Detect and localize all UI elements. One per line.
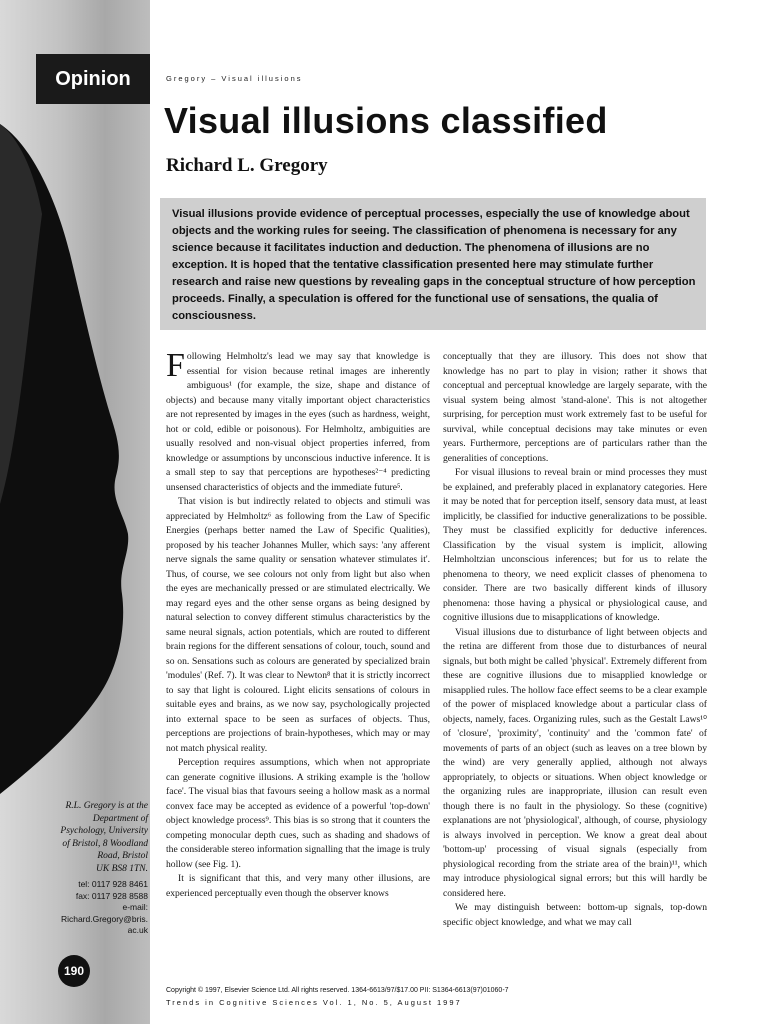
contact-email[interactable]: Richard.Gregory@bris. — [60, 913, 148, 924]
page-number-badge — [58, 955, 90, 987]
body-paragraph: It is significant that this, and very many other illusions, are experienced perceptually even though the observer knows — [166, 873, 430, 899]
abstract-box — [160, 198, 706, 330]
body-paragraph: Perception requires assumptions, which when not appropriate can generate cognitive illusions. A striking example is the 'hollow face'. The visual bias that favours seeing a hollow mask as a normal convex face may be accepted as evidence of a powerful 'top-down' object knowledge process⁹. This bias is so strong that it counters the competing monocular depth cues, such as shading and shadows of the considerable stereo information signalling that the image is truly hollow (see Fig. 1). — [166, 757, 430, 870]
contact-fax: fax: 0117 928 8588 — [75, 890, 148, 901]
journal-citation: Trends in Cognitive Sciences Vol. 1, No. 5, August 1997 — [166, 998, 462, 1007]
affiliation-line: R.L. Gregory is at the — [65, 801, 148, 811]
article-author: Richard L. Gregory — [166, 155, 328, 176]
contact-email-domain[interactable]: ac.uk — [127, 925, 148, 935]
body-paragraph: conceptually that they are illusory. This does not show that knowledge has no part to play in vision; rather it shows that conceptual and perceptual knowledge are largely separate, with the visual system being almost 'stand-alone'. This is not altogether surprising, for perception must work extremely fast to be useful for survival, while conceptual decisions may take minutes or even years. Furthermore, perceptions are of particulars rather than the generalities of conceptions. — [443, 351, 707, 464]
body-column-right — [443, 350, 707, 930]
abstract-text: Visual illusions provide evidence of perceptual processes, especially the use of knowledge about objects and the working rules for seeing. The classification of phenomena is necessary for any science because it facilitates induction and deduction. The phenomena of illusions are no exception. It is hoped that the tentative classification presented here may stimulate further research and raise new questions by revealing gaps in the conceptual structure of how perception proceeds. Finally, a speculation is offered for the functional use of sensations, the qualia of consciousness. — [172, 208, 696, 322]
body-paragraph: Visual illusions due to disturbance of light between objects and the retina are different from those due to disturbances of neural signals, but both might be called 'physical'. Extremely different from these are cognitive illusions due to misapplied knowledge or misapplied rules. The hollow face effect seems to be a clear example of the power of misplaced knowledge about a particular class of objects, namely, faces. Organizing rules, such as the Gestalt Laws¹⁰ of 'closure', 'proximity', 'continuity' and the 'common fate' of movements of parts of an object (such as leaves on a tree blown by the wind) are very generally applied, although not always appropriately, to objects or situations. When object knowledge or the organizing rules are inappropriate, illusion can result even though there is no fault in the physiology. So these (cognitive) explanations are not 'physiological', although, of course, physiology is always involved in perception. We know a great deal about 'bottom-up' processing of visual signals (especially from physiological recording from the striate area of the brain)¹¹, which may introduce physiological signal errors; but this will hardly be considered here. — [443, 626, 707, 899]
section-label-text: Opinion — [55, 67, 131, 90]
contact-email-label: e-mail: — [122, 902, 148, 912]
page-footer — [166, 987, 509, 1007]
affiliation-line: Road, Bristol — [97, 851, 148, 861]
body-paragraph: For visual illusions to reveal brain or mind processes they must be explained, and preferably placed in explanatory categories. Here it may be noted that for perception itself, sensory data must, at least implicitly, be classified for inductive generalizations to be possible. They must be classified explicitly for deductive inferences. Classification by the visual system is implicit, allowing Helmholtzian unconscious inferences; but for us to relate the phenomena to theory, we need explicit classes of phenomena to consider. There are two basically different kinds of illusory phenomena: those having a physical or physiological cause, and cognitive illusions due to misapplications of knowledge. — [443, 467, 707, 623]
copyright-line: Copyright © 1997, Elsevier Science Ltd. All rights reserved. 1364-6613/97/$17.00 PII: S1364-6613(97)01060-7 — [166, 987, 509, 994]
author-affiliation-note — [56, 800, 148, 937]
body-column-left — [166, 347, 430, 901]
affiliation-line: Psychology, University — [60, 826, 148, 836]
body-paragraph: That vision is but indirectly related to objects and stimuli was appreciated by Helmholtz⁶ as following from the Law of Specific Energies (perhaps better named the Law of Specific Qualities), proposed by his teacher Johannes Muller, which says: 'any afferent nerve signals the same quality or sensation whatever stimulates it'. Thus, of course, we see colours not only from light but also when the eyes are mechanically pressed or are stimulated electrically. We may regard eyes and the other sense organs as being designed by natural selection to convey different stimulus characteristics by the same neural signals, action potentials, which are routed to different brain regions for the different sensations of colour, touch, sound and so on. Sensations such as colours are generated by specialized brain 'modules' (Ref. 7). It was clear to Newton⁸ that it is strictly incorrect to say that light is coloured. Light elicits sensations of colours in suitable eyes and brains, as we now say, psychologically projected into external space to be seen as surfaces of objects. Thus, perceptions are projections of brain-hypotheses, which may or may not match physical reality. — [166, 496, 430, 754]
running-head: Gregory – Visual illusions — [166, 74, 303, 83]
affiliation-line: of Bristol, 8 Woodland — [62, 838, 148, 849]
affiliation-line: Department of — [92, 813, 148, 824]
contact-tel: tel: 0117 928 8461 — [78, 879, 148, 889]
hollow-face-illustration — [0, 104, 150, 804]
section-label — [36, 54, 150, 104]
affiliation-line: UK BS8 1TN. — [96, 863, 148, 874]
page-number: 190 — [63, 964, 85, 978]
author-contact — [56, 879, 148, 937]
article-title: Visual illusions classified — [164, 100, 608, 141]
body-paragraph: Following Helmholtz's lead we may say that knowledge is essential for vision because retinal images are inherently ambiguous¹ (for example, the size, shape and distance of objects) and because many vitally important object characteristics are not represented by images in the eyes (such as hardness, weight, hot or cold, edible or poisonous). For Helmholtz, ambiguities are usually resolved and non-visual object properties inferred, from knowledge or assumptions by unconscious inductive inference. It is a small step to say that perceptions are hypotheses²⁻⁴ predicting unsensed characteristics of objects and the immediate future⁵. — [166, 347, 430, 493]
drop-cap: F — [166, 347, 185, 384]
body-paragraph: We may distinguish between: bottom-up signals, top-down specific object knowledge, and what we may call — [443, 902, 707, 928]
